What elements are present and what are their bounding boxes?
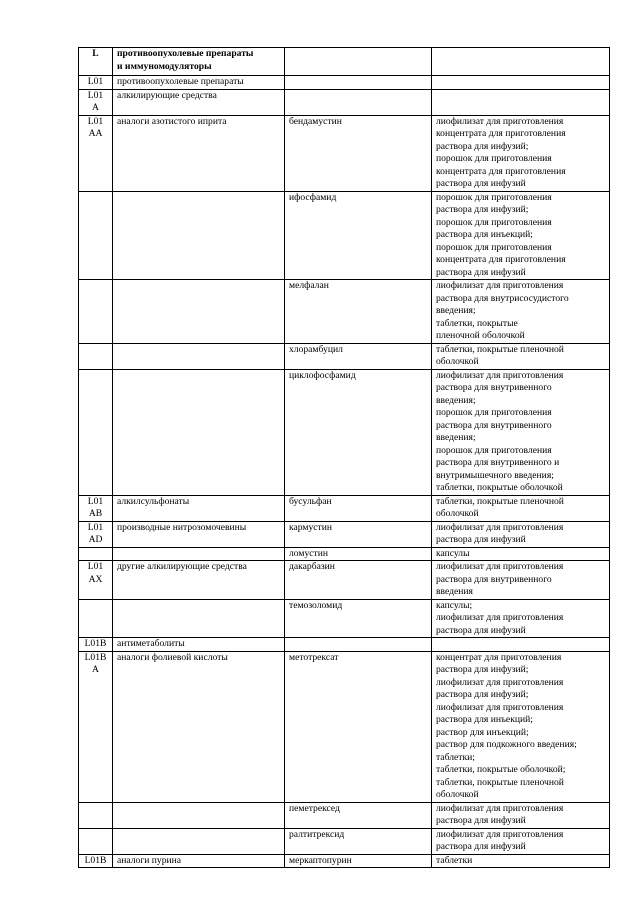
- table-row: [79, 521, 610, 547]
- cell-text-line: лиофилизат для приготовления: [436, 369, 564, 381]
- dosage-form-cell: [432, 547, 610, 561]
- cell-text-line: алкилсульфонаты: [117, 495, 190, 507]
- cell-text-line: L01: [87, 561, 104, 572]
- atc-code-cell: [79, 854, 113, 868]
- cell-text-line: метотрексат: [289, 651, 339, 663]
- cell-text-line: раствора для инфузий: [436, 815, 526, 826]
- cell-text-line: AD: [88, 534, 103, 545]
- cell-text-line: L01: [87, 115, 104, 127]
- cell-text-line: лиофилизат для приготовления: [436, 561, 564, 572]
- cell-text-line: ифосфамид: [289, 191, 337, 203]
- cell-text-line: порошок для приготовления: [436, 407, 552, 418]
- cell-text-line: раствора для инфузий: [436, 178, 526, 189]
- cell-text-line: мелфалан: [289, 280, 329, 291]
- drug-name-cell: [285, 802, 432, 828]
- cell-text-line: раствора для инфузий: [436, 266, 526, 278]
- cell-text-line: введения;: [436, 394, 476, 406]
- dosage-form-cell: [432, 638, 610, 652]
- drug-name-cell: [285, 495, 432, 521]
- dosage-form-cell: [432, 854, 610, 868]
- cell-text-line: раствор для инъекций;: [436, 726, 529, 738]
- cell-text-line: и иммуномодуляторы: [117, 60, 212, 72]
- cell-text-line: меркаптопурин: [289, 854, 352, 866]
- dosage-form-cell: [432, 191, 610, 280]
- cell-text-line: капсулы;: [436, 599, 473, 611]
- cell-text-line: раствора для инфузий: [436, 534, 526, 545]
- atc-code-cell: [79, 638, 113, 652]
- atc-code-cell: [79, 89, 113, 115]
- cell-text-line: L01: [87, 495, 104, 507]
- cell-text-line: таблетки, покрытые: [436, 317, 518, 329]
- cell-text-line: L01: [87, 76, 104, 87]
- cell-text-line: оболочкой: [436, 508, 479, 519]
- drug-name-cell: [285, 89, 432, 115]
- cell-text-line: лиофилизат для приготовления: [436, 802, 564, 814]
- table-row: [79, 828, 610, 854]
- cell-text-line: алкилирующие средства: [117, 89, 217, 101]
- cell-text-line: раствора для внутривенного: [436, 382, 552, 393]
- dosage-form-cell: [432, 495, 610, 521]
- cell-text-line: аналоги азотистого иприта: [117, 115, 227, 127]
- pharmacological-group-cell: [113, 599, 285, 638]
- table-row: [79, 191, 610, 280]
- cell-text-line: оболочкой: [436, 356, 479, 367]
- cell-text-line: порошок для приготовления: [436, 216, 552, 228]
- drug-name-cell: [285, 115, 432, 191]
- pharmacological-group-cell: [113, 495, 285, 521]
- drug-name-cell: [285, 638, 432, 652]
- cell-text-line: ломустин: [289, 547, 328, 559]
- dosage-form-cell: [432, 48, 610, 76]
- atc-code-cell: [79, 343, 113, 369]
- cell-text-line: темозоломид: [289, 599, 343, 611]
- atc-code-cell: [79, 521, 113, 547]
- cell-text-line: лиофилизат для приготовления: [436, 701, 564, 713]
- table-row: [79, 495, 610, 521]
- table-body: [79, 48, 610, 868]
- drug-name-cell: [285, 343, 432, 369]
- table-row: [79, 89, 610, 115]
- atc-code-cell: [79, 599, 113, 638]
- table-row: [79, 280, 610, 344]
- table-row: [79, 599, 610, 638]
- drug-name-cell: [285, 521, 432, 547]
- cell-text-line: антиметаболиты: [117, 638, 185, 649]
- cell-text-line: введения: [436, 586, 473, 597]
- drug-name-cell: [285, 369, 432, 495]
- atc-code-cell: [79, 651, 113, 802]
- cell-text-line: порошок для приготовления: [436, 191, 552, 203]
- cell-text-line: раствора для внутривенного и: [436, 457, 560, 468]
- pharmacological-group-cell: [113, 521, 285, 547]
- cell-text-line: оболочкой: [436, 789, 479, 800]
- cell-text-line: лиофилизат для приготовления: [436, 612, 564, 623]
- cell-text-line: другие алкилирующие средства: [117, 561, 247, 572]
- drug-name-cell: [285, 547, 432, 561]
- pharmacological-group-cell: [113, 369, 285, 495]
- cell-text-line: таблетки;: [436, 751, 475, 763]
- atc-code-cell: [79, 547, 113, 561]
- drug-name-cell: [285, 76, 432, 90]
- dosage-form-cell: [432, 828, 610, 854]
- cell-text-line: аналоги фолиевой кислоты: [117, 651, 228, 663]
- atc-code-cell: [79, 48, 113, 76]
- cell-text-line: раствора для внутривенного: [436, 573, 552, 585]
- cell-text-line: бусульфан: [289, 495, 332, 507]
- dosage-form-cell: [432, 599, 610, 638]
- cell-text-line: бендамустин: [289, 115, 342, 127]
- pharmacological-group-cell: [113, 651, 285, 802]
- cell-text-line: раствор для подкожного введения;: [436, 739, 577, 750]
- table-row: [79, 638, 610, 652]
- cell-text-line: таблетки, покрытые оболочкой: [436, 482, 563, 493]
- cell-text-line: L01B: [84, 638, 107, 649]
- cell-text-line: концентрата для приготовления: [436, 165, 566, 177]
- atc-code-cell: [79, 115, 113, 191]
- dosage-form-cell: [432, 115, 610, 191]
- table-row: [79, 115, 610, 191]
- atc-code-cell: [79, 802, 113, 828]
- pharmacological-group-cell: [113, 115, 285, 191]
- dosage-form-cell: [432, 369, 610, 495]
- cell-text-line: противоопухолевые препараты: [117, 48, 254, 59]
- table-row: [79, 48, 610, 76]
- cell-text-line: кармустин: [289, 521, 333, 533]
- pharmacological-group-cell: [113, 280, 285, 344]
- cell-text-line: лиофилизат для приготовления: [436, 828, 564, 840]
- cell-text-line: лиофилизат для приготовления: [436, 676, 564, 688]
- atc-code-cell: [79, 76, 113, 90]
- cell-text-line: внутримышечного введения;: [436, 469, 554, 481]
- dosage-form-cell: [432, 76, 610, 90]
- table-row: [79, 854, 610, 868]
- pharmacological-group-cell: [113, 802, 285, 828]
- cell-text-line: введения;: [436, 305, 476, 316]
- table-row: [79, 651, 610, 802]
- cell-text-line: аналоги пурина: [117, 854, 182, 866]
- cell-text-line: раствора для инфузий;: [436, 140, 529, 152]
- dosage-form-cell: [432, 343, 610, 369]
- cell-text-line: концентрата для приготовления: [436, 254, 566, 265]
- drug-name-cell: [285, 48, 432, 76]
- cell-text-line: таблетки, покрытые пленочной: [436, 343, 564, 355]
- table-row: [79, 343, 610, 369]
- cell-text-line: концентрат для приготовления: [436, 651, 562, 663]
- cell-text-line: введения;: [436, 432, 476, 443]
- cell-text-line: раствора для внутрисосудистого: [436, 292, 569, 304]
- pharmacological-group-cell: [113, 76, 285, 90]
- cell-text-line: AX: [88, 573, 103, 585]
- dosage-form-cell: [432, 89, 610, 115]
- atc-code-cell: [79, 561, 113, 600]
- cell-text-line: L01: [87, 521, 104, 533]
- drug-name-cell: [285, 854, 432, 868]
- cell-text-line: пленочной оболочкой: [436, 330, 525, 341]
- drug-name-cell: [285, 191, 432, 280]
- dosage-form-cell: [432, 651, 610, 802]
- cell-text-line: L: [92, 48, 99, 59]
- pharmacological-group-cell: [113, 561, 285, 600]
- cell-text-line: циклофосфамид: [289, 369, 356, 381]
- pharmacological-group-cell: [113, 191, 285, 280]
- cell-text-line: концентрата для приготовления: [436, 128, 566, 139]
- cell-text-line: раствора для внутривенного: [436, 419, 552, 431]
- pharmacological-group-cell: [113, 638, 285, 652]
- atc-code-cell: [79, 280, 113, 344]
- cell-text-line: лиофилизат для приготовления: [436, 521, 564, 533]
- table-row: [79, 369, 610, 495]
- cell-text-line: A: [92, 664, 99, 675]
- cell-text-line: AB: [88, 508, 103, 519]
- cell-text-line: лиофилизат для приготовления: [436, 115, 564, 127]
- cell-text-line: раствора для инфузий;: [436, 664, 529, 675]
- atc-code-cell: [79, 828, 113, 854]
- atc-code-cell: [79, 495, 113, 521]
- pharmacological-group-cell: [113, 547, 285, 561]
- cell-text-line: таблетки, покрытые пленочной: [436, 495, 564, 507]
- cell-text-line: раствора для инфузий;: [436, 689, 529, 700]
- drug-name-cell: [285, 280, 432, 344]
- table-row: [79, 802, 610, 828]
- drug-classification-table: [78, 47, 610, 868]
- pharmacological-group-cell: [113, 343, 285, 369]
- cell-text-line: хлорамбуцил: [289, 343, 343, 355]
- drug-name-cell: [285, 561, 432, 600]
- table-row: [79, 547, 610, 561]
- cell-text-line: порошок для приготовления: [436, 153, 552, 164]
- cell-text-line: капсулы: [436, 547, 470, 559]
- cell-text-line: раствора для инфузий;: [436, 204, 529, 215]
- cell-text-line: L01: [87, 89, 104, 101]
- atc-code-cell: [79, 191, 113, 280]
- pharmacological-group-cell: [113, 48, 285, 76]
- cell-text-line: производные нитрозомочевины: [117, 521, 247, 533]
- pharmacological-group-cell: [113, 854, 285, 868]
- drug-name-cell: [285, 599, 432, 638]
- dosage-form-cell: [432, 521, 610, 547]
- dosage-form-cell: [432, 561, 610, 600]
- cell-text-line: A: [92, 102, 99, 113]
- cell-text-line: порошок для приготовления: [436, 444, 552, 456]
- pharmacological-group-cell: [113, 89, 285, 115]
- cell-text-line: пеметрексед: [289, 802, 340, 814]
- cell-text-line: раствора для инфузий: [436, 624, 526, 636]
- table-row: [79, 561, 610, 600]
- cell-text-line: порошок для приготовления: [436, 241, 552, 253]
- cell-text-line: таблетки: [436, 854, 473, 866]
- cell-text-line: ралтитрексид: [289, 828, 345, 840]
- cell-text-line: L01B: [84, 854, 107, 866]
- cell-text-line: раствора для инъекций;: [436, 714, 533, 725]
- cell-text-line: AA: [88, 128, 103, 139]
- cell-text-line: таблетки, покрытые оболочкой;: [436, 764, 566, 775]
- table-row: [79, 76, 610, 90]
- cell-text-line: дакарбазин: [289, 561, 335, 572]
- cell-text-line: раствора для инфузий: [436, 841, 526, 852]
- dosage-form-cell: [432, 802, 610, 828]
- atc-code-cell: [79, 369, 113, 495]
- cell-text-line: L01B: [84, 651, 107, 663]
- drug-name-cell: [285, 651, 432, 802]
- cell-text-line: противоопухолевые препараты: [117, 76, 244, 87]
- pharmacological-group-cell: [113, 828, 285, 854]
- cell-text-line: таблетки, покрытые пленочной: [436, 776, 564, 788]
- cell-text-line: раствора для инъекций;: [436, 229, 533, 240]
- dosage-form-cell: [432, 280, 610, 344]
- drug-name-cell: [285, 828, 432, 854]
- cell-text-line: лиофилизат для приготовления: [436, 280, 564, 291]
